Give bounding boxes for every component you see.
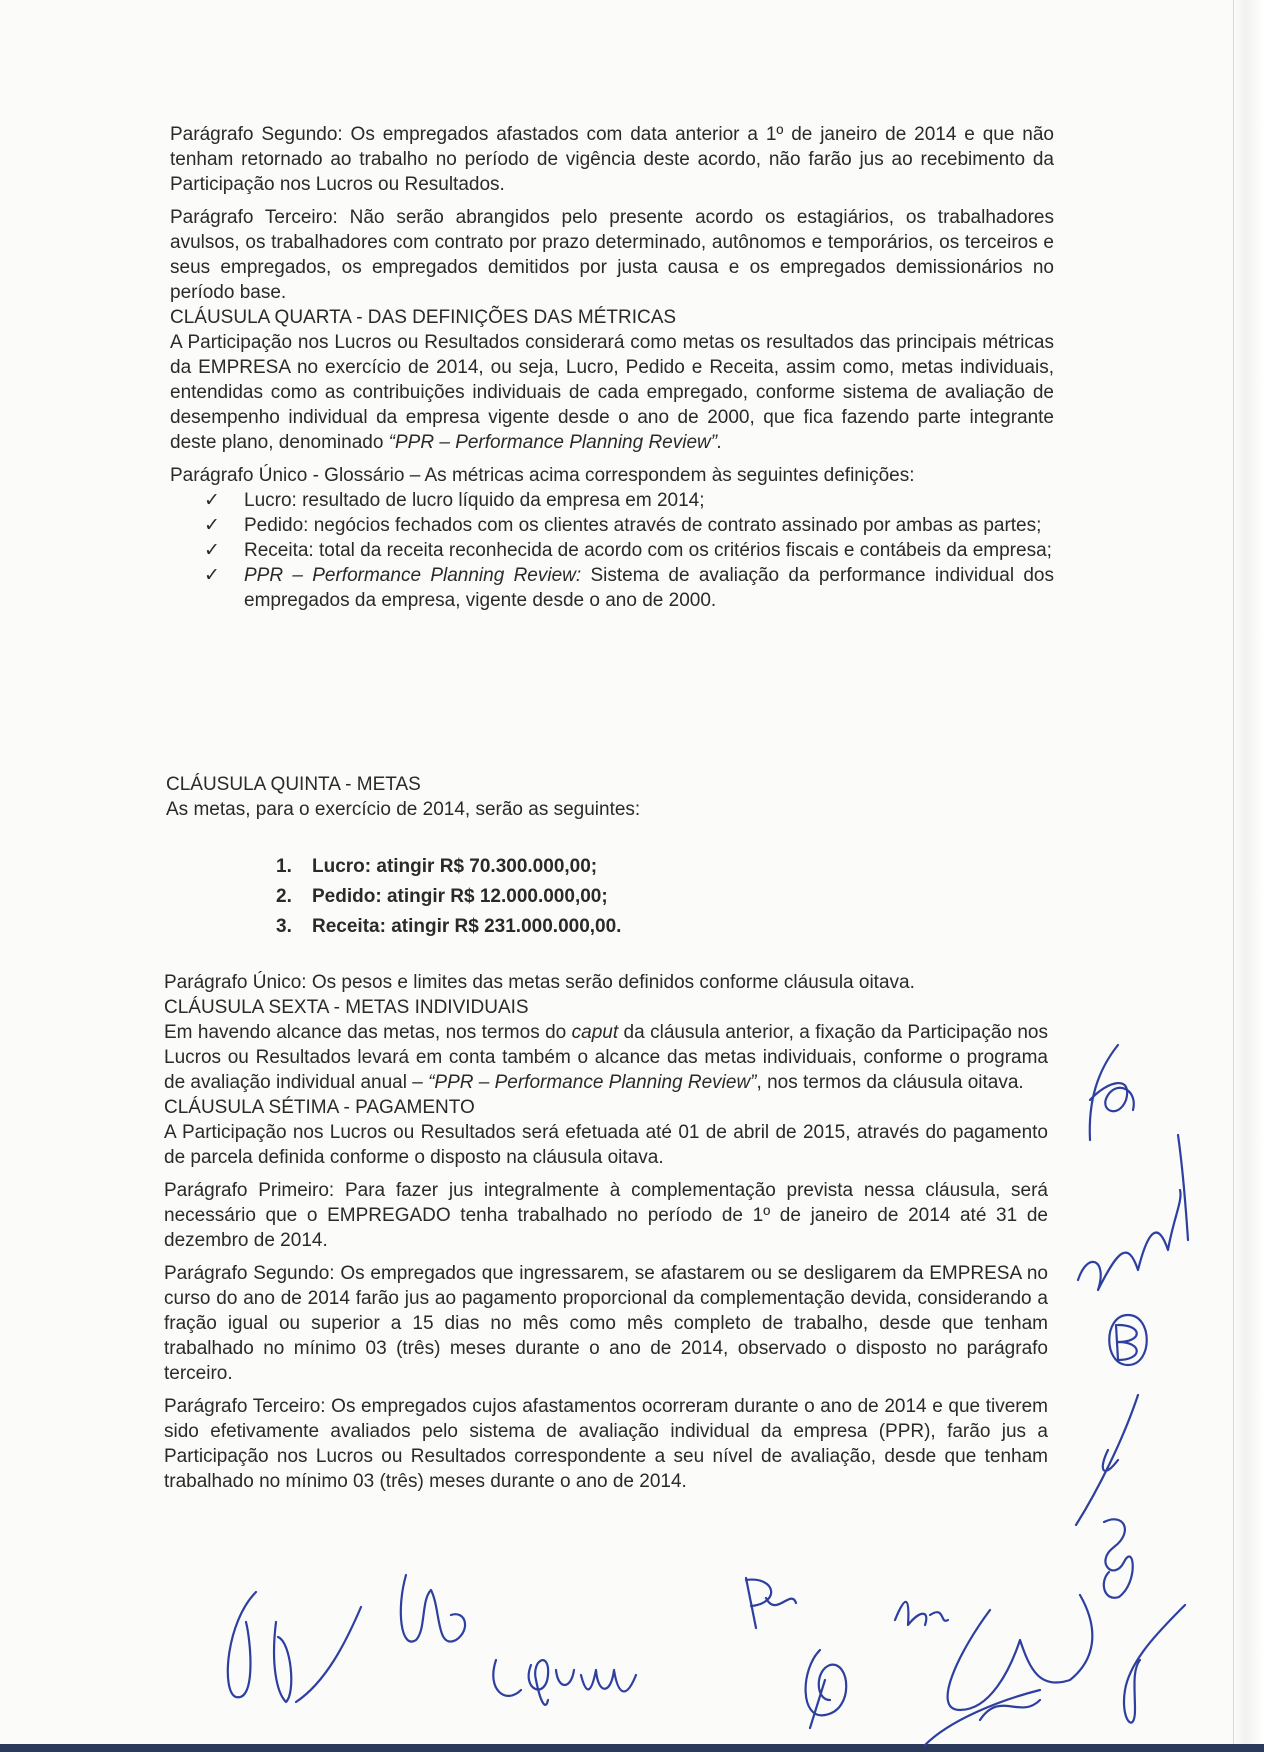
clausula-quarta-ppr-name: “PPR – Performance Planning Review”. <box>388 432 723 453</box>
clausula-setima-paragrafo-terceiro: Parágrafo Terceiro: Os empregados cujos afastamentos ocorreram durante o ano de 2014 e que tiverem sido efetivamente avaliados pelo sistema de avaliação individual da empresa (PPR), farão jus a Participação nos Lucros ou Resultados correspondente a seu nível de avaliação, desde que tenham trabalhado no mínimo 03 (três) meses durante o ano de 2014. <box>164 1396 1048 1492</box>
clausula-quinta-intro: As metas, para o exercício de 2014, serão as seguintes: <box>166 799 641 820</box>
clausula-quarta-body <box>170 330 1054 455</box>
definition-text: Sistema de avaliação da performance individual dos empregados da empresa, vigente desde o ano de 2000. <box>244 565 1054 611</box>
goal-item-receita <box>276 912 796 942</box>
definitions-list <box>170 488 1054 613</box>
signature-right-3 <box>1098 1310 1158 1370</box>
goal-text: Lucro: atingir R$ 70.300.000,00; <box>312 856 598 877</box>
clausula-sexta-text-a: Em havendo alcance das metas, nos termos do <box>164 1022 572 1043</box>
clausula-sexta-ppr-name: “PPR – Performance Planning Review” <box>428 1072 757 1093</box>
definition-item-ppr <box>196 563 1054 613</box>
goal-text: Pedido: atingir R$ 12.000.000,00; <box>312 886 608 907</box>
definition-item-pedido <box>196 513 1054 538</box>
clausula-quarta-heading: CLÁUSULA QUARTA - DAS DEFINIÇÕES DAS MÉTRICAS <box>170 307 677 328</box>
upper-text-block <box>170 122 1054 613</box>
page-edge-shadow <box>1233 0 1264 1752</box>
signature-bottom-7 <box>920 1570 1110 1750</box>
signature-right-2 <box>1068 1130 1208 1300</box>
check-mark-icon: ✓ <box>204 565 220 586</box>
check-mark-icon: ✓ <box>204 540 220 561</box>
definition-item-lucro <box>196 488 1054 513</box>
paragrafo-terceiro-exclusoes: Parágrafo Terceiro: Não serão abrangidos pelo presente acordo os estagiários, os trabalhadores avulsos, os trabalhadores com contrato por prazo determinado, autônomos e temporários, os terceiros e seus empregados, os empregados demitidos por justa causa e os empregados demissionários no período base. <box>170 207 1054 303</box>
clausula-sexta-text-c: , nos termos da cláusula oitava. <box>756 1072 1024 1093</box>
definition-item-receita <box>196 538 1054 563</box>
signature-bottom-1 <box>216 1582 366 1712</box>
goal-number: 2. <box>276 886 292 907</box>
clausula-quinta-block <box>166 772 1050 822</box>
signature-bottom-4 <box>736 1568 806 1638</box>
clausula-setima-paragrafo-segundo: Parágrafo Segundo: Os empregados que ingressarem, se afastarem ou se desligarem da EMPRESA no curso do ano de 2014 farão jus ao pagamento proporcional da complementação devida, considerando a fração igual ou superior a 15 dias no mês como mês completo de trabalho, desde que tenham trabalhado no mínimo 03 (três) meses durante o ano de 2014, observado o disposto no parágrafo terceiro. <box>164 1263 1048 1384</box>
signature-bottom-2 <box>386 1570 476 1660</box>
definition-text: Pedido: negócios fechados com os clientes através de contrato assinado por ambas as partes; <box>244 515 1042 536</box>
clausula-sexta-heading: CLÁUSULA SEXTA - METAS INDIVIDUAIS <box>164 997 529 1018</box>
goal-item-lucro <box>276 852 796 882</box>
definition-label: PPR – Performance Planning Review: <box>244 565 582 586</box>
goal-item-pedido <box>276 882 796 912</box>
clausula-setima-body: A Participação nos Lucros ou Resultados será efetuada até 01 de abril de 2015, através do pagamento de parcela definida conforme o disposto na cláusula oitava. <box>164 1122 1048 1168</box>
definition-text: Lucro: resultado de lucro líquido da empresa em 2014; <box>244 490 705 511</box>
check-mark-icon: ✓ <box>204 515 220 536</box>
clausula-setima-paragrafo-primeiro: Parágrafo Primeiro: Para fazer jus integralmente à complementação prevista nessa cláusula, será necessário que o EMPREGADO tenha trabalhado no período de 1º de janeiro de 2014 até 31 de dezembro de 2014. <box>164 1180 1048 1251</box>
signature-bottom-5 <box>790 1640 870 1730</box>
signature-bottom-8 <box>1110 1600 1190 1740</box>
signature-bottom-3 <box>486 1620 646 1710</box>
check-mark-icon: ✓ <box>204 490 220 511</box>
lower-text-block <box>164 970 1048 1494</box>
glossario-intro: Parágrafo Único - Glossário – As métricas acima correspondem às seguintes definições: <box>170 465 915 486</box>
clausula-sexta-text-b: da cláusula anterior, a fixação da Participação nos Lucros ou Resultados levará em conta também o alcance das metas individuais, conforme o programa de avaliação individual anual – <box>164 1022 1048 1093</box>
paragrafo-segundo-afastados: Parágrafo Segundo: Os empregados afastados com data anterior a 1º de janeiro de 2014 e que não tenham retornado ao trabalho no período de vigência deste acordo, não farão jus ao recebimento da Participação nos Lucros ou Resultados. <box>170 124 1054 195</box>
clausula-quinta-paragrafo-unico: Parágrafo Único: Os pesos e limites das metas serão definidos conforme cláusula oitava. <box>164 972 915 993</box>
signature-right-4 <box>1068 1390 1148 1530</box>
clausula-sexta-body <box>164 1020 1048 1095</box>
goals-list <box>276 852 796 942</box>
definition-text: Receita: total da receita reconhecida de acordo com os critérios fiscais e contábeis da empresa; <box>244 540 1052 561</box>
goal-number: 1. <box>276 856 292 877</box>
goal-number: 3. <box>276 916 292 937</box>
clausula-quinta-heading: CLÁUSULA QUINTA - METAS <box>166 774 421 795</box>
goal-text: Receita: atingir R$ 231.000.000,00. <box>312 916 622 937</box>
clausula-quarta-body-text: A Participação nos Lucros ou Resultados considerará como metas os resultados das principais métricas da EMPRESA no exercício de 2014, ou seja, Lucro, Pedido e Receita, assim como, metas individuais, entendidas como as contribuições individuais de cada empregado, conforme sistema de avaliação de desempenho individual da empresa vigente desde o ano de 2000, que fica fazendo parte integrante deste plano, denominado <box>170 332 1054 453</box>
caput-term: caput <box>571 1022 619 1043</box>
clausula-setima-heading: CLÁUSULA SÉTIMA - PAGAMENTO <box>164 1097 475 1118</box>
